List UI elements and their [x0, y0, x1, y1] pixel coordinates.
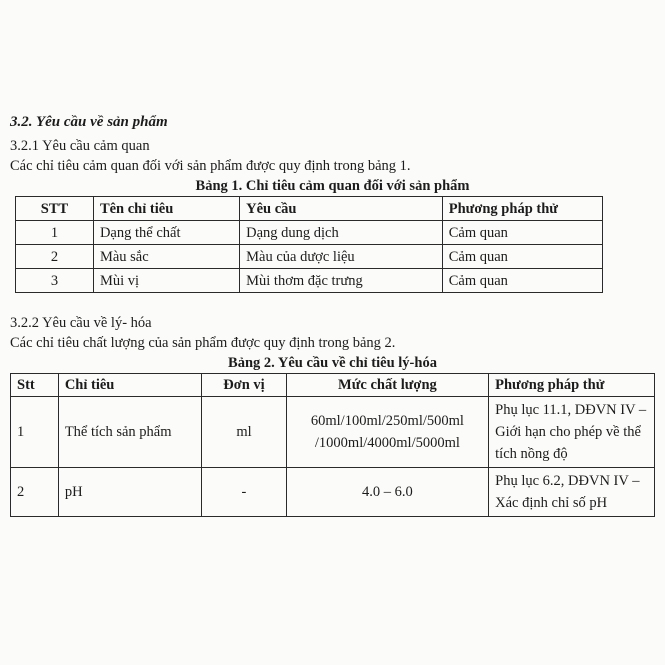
- table-row: [16, 245, 603, 269]
- table-cell: Mùi thơm đặc trưng: [240, 269, 443, 293]
- table-cell: Phụ lục 11.1, DĐVN IV – Giới hạn cho phép về thể tích nồng độ: [489, 397, 655, 468]
- subsection-physchem: 3.2.2 Yêu cầu về lý- hóa: [10, 315, 152, 331]
- table-cell: Dạng thể chất: [93, 221, 239, 245]
- table-cell: Cảm quan: [442, 269, 602, 293]
- table-cell: Cảm quan: [442, 221, 602, 245]
- table-cell: 3: [16, 269, 94, 293]
- table-header-row: [11, 374, 655, 397]
- table-cell: Cảm quan: [442, 245, 602, 269]
- table-cell: Thể tích sản phẩm: [58, 397, 201, 468]
- paragraph-physchem: Các chỉ tiêu chất lượng của sản phẩm được quy định trong bảng 2.: [10, 335, 396, 351]
- table-row: [11, 397, 655, 468]
- table-row: [11, 468, 655, 517]
- table-cell: 1: [16, 221, 94, 245]
- table-cell: Dạng dung dịch: [240, 221, 443, 245]
- table-header-cell: Mức chất lượng: [286, 374, 488, 397]
- table-row: [16, 269, 603, 293]
- paragraph-sensory: Các chỉ tiêu cảm quan đối với sản phẩm được quy định trong bảng 1.: [10, 158, 411, 174]
- table-header-row: [16, 197, 603, 221]
- table-header-cell: Phương pháp thử: [489, 374, 655, 397]
- table-cell: Màu của dược liệu: [240, 245, 443, 269]
- table-header-cell: Phương pháp thử: [442, 197, 602, 221]
- sensory-table: [15, 196, 603, 293]
- table-header-cell: Đơn vị: [202, 374, 286, 397]
- table-cell: Màu sắc: [93, 245, 239, 269]
- table-cell: Mùi vị: [93, 269, 239, 293]
- table-cell: Phụ lục 6.2, DĐVN IV – Xác định chỉ số pH: [489, 468, 655, 517]
- table-cell: 4.0 – 6.0: [286, 468, 488, 517]
- table-cell: -: [202, 468, 286, 517]
- table-cell: 2: [16, 245, 94, 269]
- physchem-table: [10, 373, 655, 517]
- table-header-cell: STT: [16, 197, 94, 221]
- table-cell: pH: [58, 468, 201, 517]
- subsection-sensory: 3.2.1 Yêu cầu cảm quan: [10, 138, 150, 154]
- table1-caption: Bảng 1. Chỉ tiêu cảm quan đối với sản phẩm: [195, 178, 470, 194]
- table-row: [16, 221, 603, 245]
- document-page: [10, 112, 655, 517]
- table-cell: 1: [11, 397, 59, 468]
- table-header-cell: Stt: [11, 374, 59, 397]
- table-cell: ml: [202, 397, 286, 468]
- table-header-cell: Yêu cầu: [240, 197, 443, 221]
- table-cell: 2: [11, 468, 59, 517]
- section-title: 3.2. Yêu cầu về sản phẩm: [10, 114, 168, 130]
- table2-caption: Bảng 2. Yêu cầu về chỉ tiêu lý-hóa: [228, 355, 437, 371]
- table-header-cell: Chỉ tiêu: [58, 374, 201, 397]
- table-cell: 60ml/100ml/250ml/500ml /1000ml/4000ml/5000ml: [286, 397, 488, 468]
- table-header-cell: Tên chỉ tiêu: [93, 197, 239, 221]
